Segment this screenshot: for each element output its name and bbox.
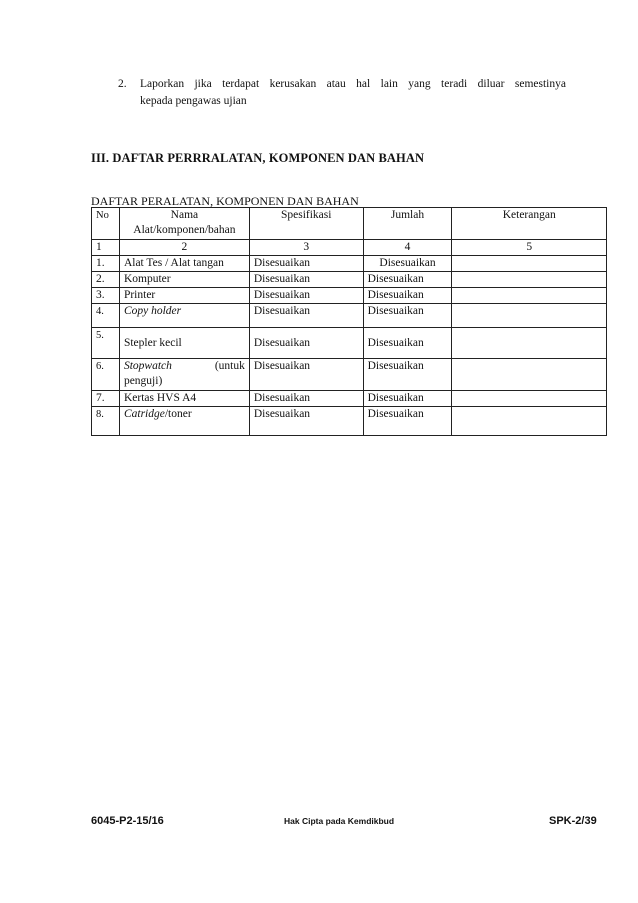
footer-document-code: 6045-P2-15/16 (91, 815, 164, 827)
cell-spesifikasi: Disesuaikan (249, 407, 363, 436)
table-row (92, 391, 607, 407)
footer-copyright: Hak Cipta pada Kemdikbud (284, 816, 395, 826)
nama-untuk: (untuk (214, 360, 245, 372)
cell-keterangan (452, 304, 607, 328)
cell-no: 8. (92, 407, 120, 436)
table-caption: DAFTAR PERALATAN, KOMPONEN DAN BAHAN (91, 194, 359, 208)
cell-spesifikasi: Disesuaikan (249, 272, 363, 288)
header-no: No (92, 208, 120, 240)
header-spesifikasi: Spesifikasi (249, 208, 363, 240)
index-cell: 4 (363, 240, 452, 256)
cell-nama (119, 359, 249, 391)
instruction-line-1: Laporkan jika terdapat kerusakan atau hal lain yang teradi diluar semestinya (140, 78, 566, 90)
nama-catridge: Catridge (123, 408, 165, 420)
page-footer (0, 815, 638, 831)
header-nama (119, 208, 249, 240)
cell-no: 3. (92, 288, 120, 304)
cell-spesifikasi: Disesuaikan (249, 328, 363, 359)
cell-keterangan (452, 272, 607, 288)
index-row (92, 240, 607, 256)
nama-stopwatch: Stopwatch (123, 360, 172, 372)
cell-nama: Copy holder (119, 304, 249, 328)
cell-spesifikasi: Disesuaikan (249, 256, 363, 272)
cell-no: 5. (92, 328, 120, 359)
header-nama-line2: Alat/komponen/bahan (133, 224, 236, 236)
cell-jumlah: Disesuaikan (363, 304, 452, 328)
cell-spesifikasi: Disesuaikan (249, 304, 363, 328)
cell-spesifikasi: Disesuaikan (249, 359, 363, 391)
cell-spesifikasi: Disesuaikan (249, 288, 363, 304)
cell-no: 6. (92, 359, 120, 391)
cell-nama: Alat Tes / Alat tangan (119, 256, 249, 272)
table-row (92, 256, 607, 272)
instruction-item-2 (118, 76, 566, 110)
cell-nama: Komputer (119, 272, 249, 288)
cell-no: 7. (92, 391, 120, 407)
cell-jumlah: Disesuaikan (363, 359, 452, 391)
cell-nama-line1 (124, 359, 245, 374)
cell-nama: Stepler kecil (119, 328, 249, 359)
cell-keterangan (452, 256, 607, 272)
cell-no: 1. (92, 256, 120, 272)
cell-nama (119, 407, 249, 436)
cell-jumlah: Disesuaikan (363, 272, 452, 288)
cell-no: 4. (92, 304, 120, 328)
cell-nama: Printer (119, 288, 249, 304)
cell-jumlah: Disesuaikan (363, 328, 452, 359)
cell-jumlah: Disesuaikan (363, 407, 452, 436)
table-row (92, 328, 607, 359)
cell-keterangan (452, 288, 607, 304)
header-nama-line1: Nama (170, 209, 199, 221)
table-row (92, 304, 607, 328)
section-heading: III. DAFTAR PERRRALATAN, KOMPONEN DAN BAHAN (91, 151, 425, 165)
header-jumlah: Jumlah (363, 208, 452, 240)
cell-jumlah: Disesuaikan (363, 288, 452, 304)
index-cell: 3 (249, 240, 363, 256)
header-keterangan: Keterangan (452, 208, 607, 240)
cell-keterangan (452, 328, 607, 359)
table-header-row (92, 208, 607, 240)
cell-nama: Kertas HVS A4 (119, 391, 249, 407)
table-row (92, 359, 607, 391)
table-row (92, 407, 607, 436)
footer-page-number: SPK-2/39 (549, 815, 597, 827)
cell-keterangan (452, 359, 607, 391)
equipment-table (91, 207, 607, 436)
cell-spesifikasi: Disesuaikan (249, 391, 363, 407)
table-row (92, 288, 607, 304)
instruction-number: 2. (118, 78, 127, 90)
nama-toner: /toner (164, 408, 192, 420)
table-row (92, 272, 607, 288)
index-cell: 1 (92, 240, 120, 256)
index-cell: 5 (452, 240, 607, 256)
cell-no: 2. (92, 272, 120, 288)
cell-jumlah: Disesuaikan (363, 256, 452, 272)
cell-jumlah: Disesuaikan (363, 391, 452, 407)
instruction-line-2: kepada pengawas ujian (140, 95, 247, 107)
index-cell: 2 (119, 240, 249, 256)
nama-penguji: penguji) (123, 375, 163, 387)
cell-keterangan (452, 407, 607, 436)
cell-keterangan (452, 391, 607, 407)
